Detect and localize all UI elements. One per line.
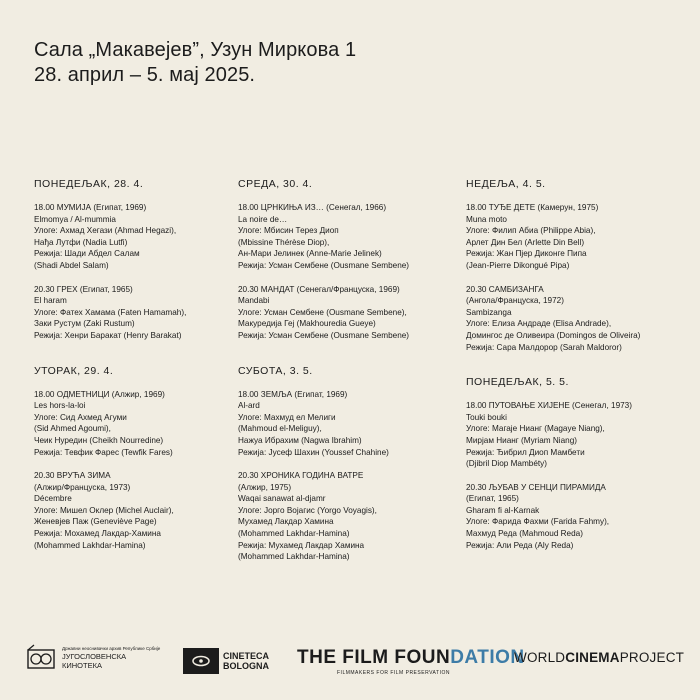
film-title-line: 18.00 ПУТОВАЊЕ ХИЈЕНЕ (Сенегал, 1973) (466, 401, 632, 411)
film-detail-line: (Mohammed Lakhdar-Hamina) (34, 540, 146, 550)
film-detail-line: Режија: Тевфик Фарес (Tewfik Fares) (34, 447, 173, 457)
film-entry (238, 470, 458, 563)
film-title-line: 18.00 ОДМЕТНИЦИ (Алжир, 1969) (34, 389, 165, 399)
film-title-line: 20.30 ВРУЋА ЗИМА (34, 471, 111, 481)
wcp-text-b: CINEMA (565, 650, 620, 665)
day-heading: НЕДЕЉА, 4. 5. (466, 178, 546, 190)
film-detail-line: Арлет Дин Бел (Arlette Din Bell) (466, 237, 585, 247)
film-detail-line: Улоге: Мбисин Терез Диоп (238, 226, 339, 236)
film-detail-line: Режија: Шади Абдел Салам (34, 249, 140, 259)
film-detail-line: Женевјев Паж (Geneviève Page) (34, 517, 157, 527)
film-detail-line: (Алжир, 1975) (238, 482, 292, 492)
wcp-text-c: PROJECT (619, 650, 685, 665)
film-detail-line: (Shadi Abdel Salam) (34, 260, 109, 270)
film-title-line: 20.30 ГРЕХ (Египат, 1965) (34, 284, 133, 294)
cineteca-line-2: BOLOGNA (223, 661, 269, 671)
world-cinema-project-logo (514, 650, 684, 665)
film-title-line: 18.00 ТУЂЕ ДЕТЕ (Камерун, 1975) (466, 203, 599, 212)
film-foundation-tagline: FILMMAKERS FOR FILM PRESERVATION (337, 670, 450, 676)
day-heading: ПОНЕДЕЉАК, 28. 4. (34, 178, 144, 190)
film-detail-line: (Mohammed Lakhdar-Hamina) (238, 529, 350, 539)
film-detail-line: Les hors-la-loi (34, 401, 86, 411)
film-detail-line: El haram (34, 296, 67, 306)
film-detail-line: Режија: Сара Малдорор (Sarah Maldoror) (466, 342, 622, 352)
film-detail-line: (Mohammed Lakhdar-Hamina) (238, 552, 350, 562)
film-entry (238, 389, 458, 459)
film-detail-line: Улоге: Филип Абиа (Philippe Abia), (466, 226, 596, 236)
film-detail-line: Улоге: Јорго Војагис (Yorgo Voyagis), (238, 505, 377, 515)
film-detail-line: (Ангола/Француска, 1972) (466, 296, 564, 306)
film-detail-line: Touki bouki (466, 412, 507, 422)
film-detail-line: Режија: Жан Пјер Диконге Пипа (466, 249, 587, 259)
film-detail-line: Elmomya / Al-mummia (34, 214, 116, 224)
kinoteka-name-1: ЈУГОСЛОВЕНСКА (62, 651, 127, 661)
kinoteka-emblem-icon (26, 644, 56, 672)
film-detail-line: Улоге: Фатех Хамама (Faten Hamamah), (34, 307, 187, 317)
kinoteka-name-2: КИНОТЕКА (62, 660, 102, 670)
film-detail-line: Улоге: Магаје Нианг (Magaye Niang), (466, 424, 605, 434)
film-detail-line: (Египат, 1965) (466, 494, 519, 504)
film-entry (238, 284, 458, 342)
film-detail-line: Режија: Хенри Баракат (Henry Barakat) (34, 330, 182, 340)
film-detail-line: Улоге: Сид Ахмед Агуми (34, 412, 127, 422)
film-detail-line: Gharam fi al-Karnak (466, 505, 540, 515)
film-entry (466, 284, 686, 354)
film-title-line: 18.00 ЦРНКИЊА ИЗ… (Сенегал, 1966) (238, 203, 387, 212)
schedule-column-3 (466, 178, 686, 563)
film-detail-line: (Djibril Diop Mambéty) (466, 459, 547, 469)
film-title-line: 18.00 ЗЕМЉА (Египат, 1969) (238, 389, 348, 399)
film-detail-line: Улоге: Мишел Оклер (Michel Auclair), (34, 505, 174, 515)
film-detail-line: Улоге: Елиза Андраде (Elisa Andrade), (466, 319, 612, 329)
film-detail-line: Режија: Мохамед Лакдар-Хамина (34, 529, 161, 539)
film-detail-line: Muna moto (466, 214, 507, 224)
film-detail-line: Ан-Мари Јелинек (Anne-Marie Jelinek) (238, 249, 382, 259)
day-spacer (34, 354, 254, 365)
film-detail-line: Улоге: Махмуд ел Мелиги (238, 412, 336, 422)
film-detail-line: Décembre (34, 494, 72, 504)
film-detail-line: Заки Рустум (Zaki Rustum) (34, 319, 135, 329)
film-detail-line: Домингос де Оливеира (Domingos de Oliveira) (466, 330, 641, 340)
film-detail-line: Макуредија Геј (Makhouredia Gueye) (238, 319, 376, 329)
film-title-line: 20.30 САМБИЗАНГА (466, 284, 544, 294)
film-foundation-text-b: DATION (450, 647, 525, 668)
day-heading: СРЕДА, 30. 4. (238, 178, 313, 190)
film-title-line: 20.30 ХРОНИКА ГОДИНА ВАТРЕ (238, 471, 364, 481)
jugoslovenska-kinoteka-logo (26, 644, 160, 672)
film-detail-line: (Mahmoud el-Meliguy), (238, 424, 322, 434)
film-detail-line: (Алжир/Француска, 1973) (34, 482, 131, 492)
date-range-line: 28. април – 5. мај 2025. (34, 64, 256, 86)
film-entry (34, 470, 254, 551)
day-spacer (466, 365, 686, 376)
day-heading: СУБОТА, 3. 5. (238, 364, 313, 377)
film-entry (34, 389, 254, 459)
film-detail-line: Режија: Усман Сембене (Ousmane Sembene) (238, 330, 410, 340)
film-detail-line: Мирјам Нианг (Myriam Niang) (466, 435, 577, 445)
film-detail-line: Al-ard (238, 401, 260, 411)
film-detail-line: Чеик Нуредин (Cheikh Nourredine) (34, 435, 164, 445)
film-title-line: 20.30 МАНДАТ (Сенегал/Француска, 1969) (238, 284, 400, 294)
film-entry (466, 400, 686, 470)
page-header (34, 38, 356, 88)
film-detail-line: Режија: Ђибрил Диоп Мамбети (466, 447, 585, 457)
film-detail-line: Улоге: Усман Сембене (Ousmane Sembene), (238, 307, 407, 317)
day-spacer (238, 354, 458, 365)
day-heading: УТОРАК, 29. 4. (34, 364, 114, 377)
film-detail-line: Режија: Мухамед Лакдар Хамина (238, 540, 365, 550)
kinoteka-subtitle: Државни неоснивачки архив Републике Србије (62, 646, 161, 652)
wcp-text-a: WORLD (514, 650, 566, 665)
film-detail-line: Нађа Лутфи (Nadia Lutfi) (34, 237, 128, 247)
film-entry (238, 202, 458, 272)
schedule-column-2 (238, 178, 458, 575)
film-detail-line: Режија: Усман Сембене (Ousmane Sembene) (238, 260, 410, 270)
film-foundation-logo (297, 648, 525, 676)
film-entry (34, 284, 254, 342)
venue-line: Сала „Макавејев”, Узун Миркова 1 (34, 39, 357, 61)
sponsor-logos (0, 640, 700, 680)
cineteca-emblem-icon (183, 648, 219, 674)
film-detail-line: Режија: Али Реда (Aly Reda) (466, 540, 574, 550)
day-heading: ПОНЕДЕЉАК, 5. 5. (466, 376, 569, 389)
film-title-line: 20.30 ЉУБАВ У СЕНЦИ ПИРАМИДА (466, 482, 606, 492)
film-title-line: 18.00 МУМИЈА (Египат, 1969) (34, 203, 147, 212)
film-detail-line: Режија: Јусеф Шахин (Youssef Chahine) (238, 447, 389, 457)
cineteca-line-1: CINETECA (223, 651, 270, 661)
film-foundation-text-a: THE FILM FOUN (297, 647, 451, 668)
film-detail-line: Mandabi (238, 296, 270, 306)
film-entry (34, 202, 254, 272)
film-detail-line: Мухамед Лакдар Хамина (238, 517, 334, 527)
film-detail-line: Улоге: Фарида Фахми (Farida Fahmy), (466, 517, 610, 527)
film-detail-line: (Sid Ahmed Agoumi), (34, 424, 111, 434)
cineteca-bologna-logo (183, 648, 269, 674)
film-entry (466, 202, 686, 272)
film-detail-line: (Jean-Pierre Dikongué Pipa) (466, 260, 570, 270)
schedule-column-1 (34, 178, 254, 563)
film-detail-line: Махмуд Реда (Mahmoud Reda) (466, 529, 583, 539)
film-detail-line: La noire de… (238, 214, 288, 224)
film-detail-line: Улоге: Ахмад Хегази (Ahmad Hegazi), (34, 226, 177, 236)
film-detail-line: Нажуа Ибрахим (Nagwa Ibrahim) (238, 435, 362, 445)
film-detail-line: (Mbissine Thérèse Diop), (238, 237, 330, 247)
film-entry (466, 482, 686, 552)
film-detail-line: Waqai sanawat al-djamr (238, 494, 326, 504)
film-detail-line: Sambizanga (466, 307, 512, 317)
